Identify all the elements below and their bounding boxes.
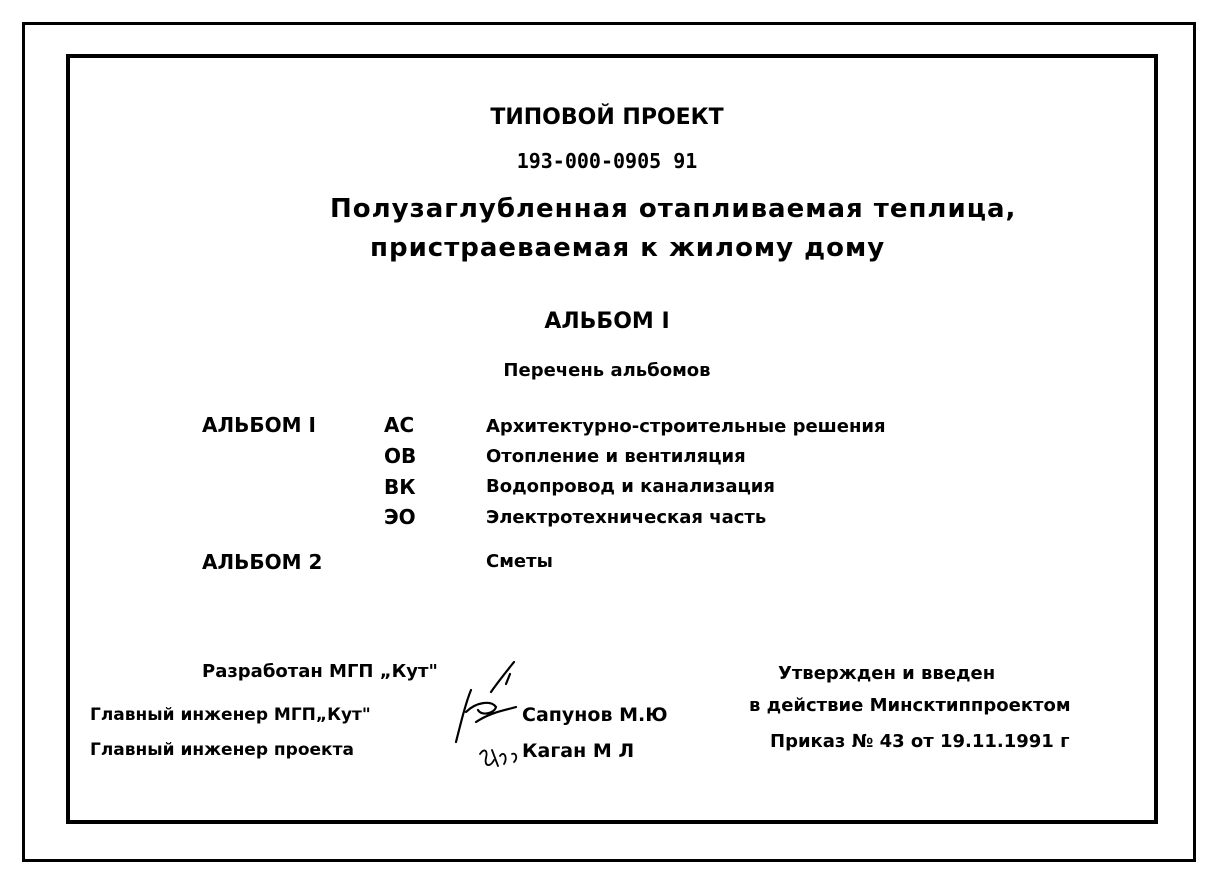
- chief-project-engineer-role: Главный инженер проекта: [90, 740, 354, 760]
- section-title: Архитектурно-строительные решения: [486, 416, 886, 437]
- chief-engineer-role: Главный инженер МГП„Кут": [90, 705, 371, 725]
- chief-project-engineer-name: Каган М Л: [522, 740, 635, 762]
- approval-line1: Утвержден и введен: [778, 663, 996, 684]
- section-title: Сметы: [486, 551, 553, 572]
- order-line: Приказ № 43 от 19.11.1991 г: [770, 731, 1070, 752]
- album-title: АЛЬБОМ I: [544, 309, 670, 334]
- section-title: Электротехническая часть: [486, 507, 767, 528]
- project-name-line1: Полузаглубленная отапливаемая теплица,: [330, 194, 1017, 224]
- section-code: ЭО: [384, 505, 416, 529]
- approval-line2: в действие Минсктиппроектом: [749, 695, 1071, 716]
- section-code: АС: [384, 413, 415, 437]
- developer: Разработан МГП „Кут": [202, 661, 438, 682]
- album-list-title: Перечень альбомов: [503, 360, 711, 381]
- section-code: ВК: [384, 475, 416, 499]
- section-code: ОВ: [384, 444, 417, 468]
- project-type: ТИПОВОЙ ПРОЕКТ: [490, 105, 724, 130]
- signature-chief-project-engineer: [476, 744, 526, 774]
- project-number: 193-000-0905 91: [516, 149, 698, 173]
- chief-engineer-name: Сапунов М.Ю: [522, 704, 668, 726]
- section-title: Отопление и вентиляция: [486, 446, 746, 467]
- section-title: Водопровод и канализация: [486, 476, 775, 497]
- album-1-label: АЛЬБОМ I: [202, 413, 316, 437]
- project-name-line2: пристраеваемая к жилому дому: [370, 233, 886, 263]
- signature-chief-engineer: [436, 652, 526, 752]
- album-2-label: АЛЬБОМ 2: [202, 550, 323, 574]
